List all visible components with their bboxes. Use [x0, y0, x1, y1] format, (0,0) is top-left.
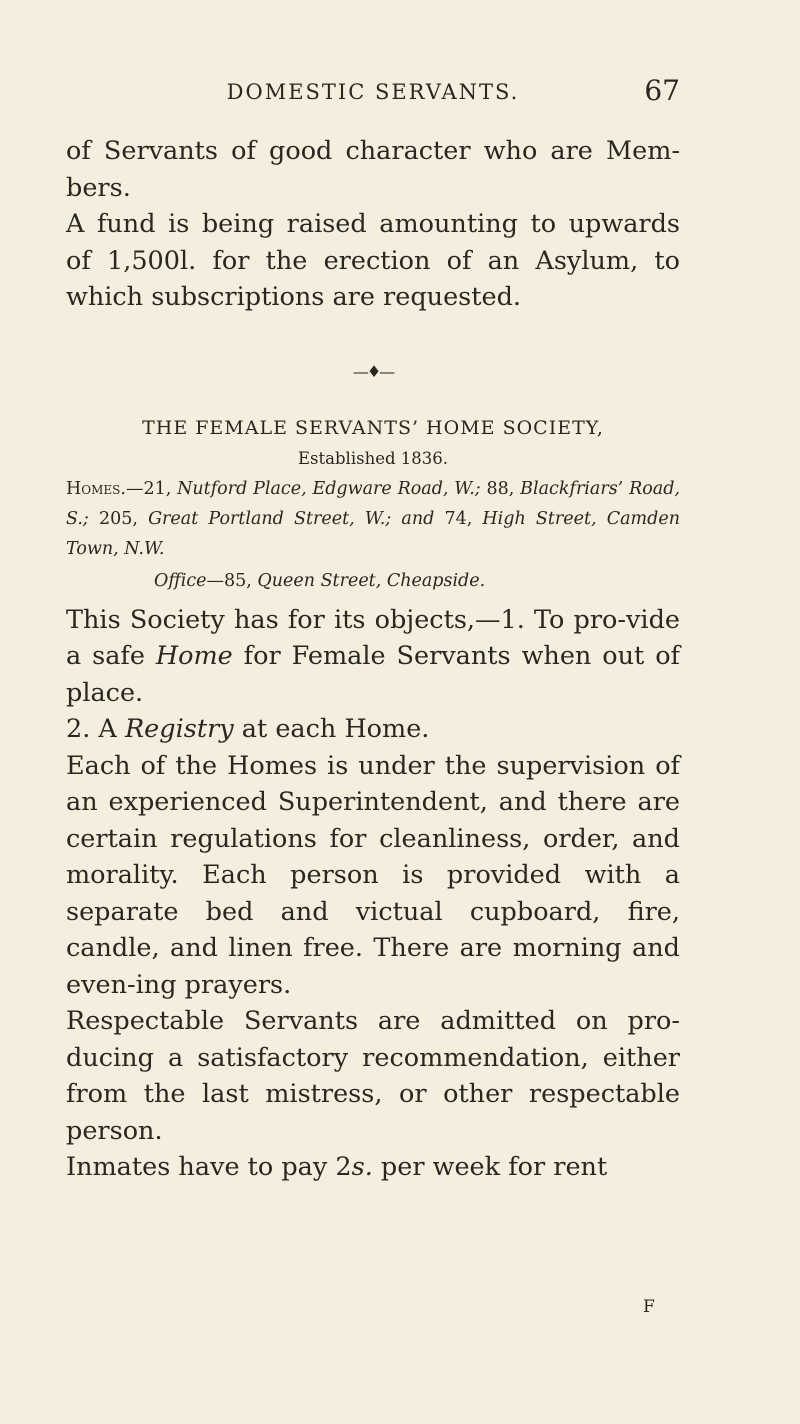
- running-title: DOMESTIC SERVANTS.: [226, 80, 520, 104]
- inmates-text-1: Inmates have to pay 2: [66, 1152, 352, 1182]
- inmates-shillings: s.: [351, 1152, 373, 1182]
- society-established: Established 1836.: [298, 448, 448, 468]
- objects-text-2: for Female Servants when out of place.: [66, 641, 680, 708]
- inmates-text-2: per week for rent: [372, 1152, 608, 1182]
- society-homes: [66, 474, 680, 564]
- page-number: 67: [644, 74, 680, 107]
- paragraph-fund: A fund is being raised amounting to upwards of 1,500l. for the erection of an Asylum, to which subscriptions are requested.: [66, 209, 680, 312]
- registry-text-1: 2. A: [66, 714, 125, 744]
- office-address: Queen Street, Cheapside.: [257, 570, 486, 591]
- paragraph-registry: [66, 711, 680, 748]
- homes-text-3: 205,: [88, 508, 149, 529]
- page-body: [66, 133, 680, 1186]
- homes-label: Homes.: [66, 478, 126, 499]
- objects-home: Home: [155, 641, 233, 671]
- paragraph-admitted: Respectable Servants are admitted on pro-ducing a satisfactory recommendation, either from the last mistress, or other respectable person.: [66, 1006, 680, 1146]
- paragraph-objects: [66, 602, 680, 712]
- homes-address-2: Blackfriars’ Road, S.;: [66, 478, 680, 529]
- homes-text-4: and: [391, 508, 445, 529]
- registry-word: Registry: [124, 714, 234, 744]
- society-title: THE FEMALE SERVANTS’ HOME SOCIETY,: [142, 416, 604, 439]
- homes-address-1: Nutford Place, Edgware Road, W.;: [177, 478, 481, 499]
- society-office: [66, 566, 680, 596]
- paragraph-continuation: of Servants of good character who are Mem-bers.: [66, 136, 680, 203]
- registry-text-2: at each Home.: [233, 714, 430, 744]
- paragraph-supervision: Each of the Homes is under the supervision of an experienced Superintendent, and there are certain regulations for cleanliness, order, and morality. Each person is provided with a separate bed and victual cupboard, fire, candle, and linen free. There are morning and even-ing prayers.: [66, 750, 680, 1000]
- paragraph-inmates: [66, 1149, 680, 1186]
- office-text: —85,: [206, 570, 258, 591]
- office-label: Office: [154, 570, 207, 591]
- homes-text-5: 74,: [444, 508, 483, 529]
- homes-text-1: —21,: [125, 478, 178, 499]
- homes-address-3: Great Portland Street, W.;: [148, 508, 392, 529]
- signature-mark: F: [643, 1297, 656, 1317]
- ornament-separator: —♦—: [352, 361, 394, 381]
- running-head: [66, 72, 680, 112]
- homes-address-4: High Street, Camden Town, N.W.: [66, 508, 680, 559]
- homes-text-2: 88,: [480, 478, 521, 499]
- objects-text-1: This Society has for its objects,—1. To pro-vide a safe: [66, 604, 680, 671]
